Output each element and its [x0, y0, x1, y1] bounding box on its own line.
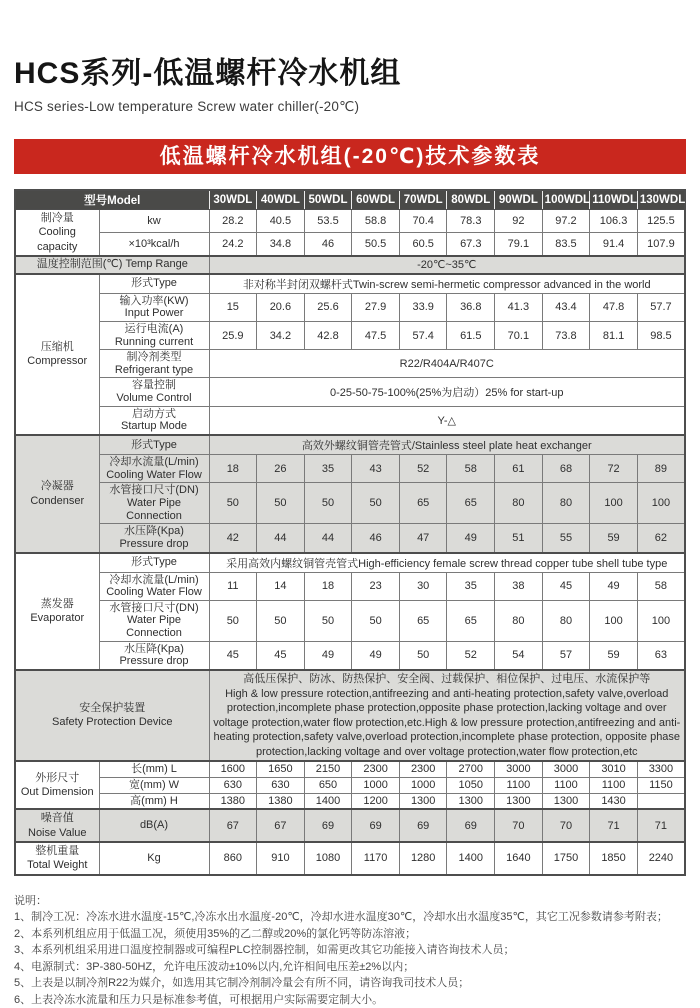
value-cell: 15 [209, 293, 257, 321]
value-cell: 107.9 [637, 233, 685, 256]
value-cell: 78.3 [447, 210, 495, 233]
value-cell: 1430 [590, 793, 638, 809]
model-name: 110WDL [590, 190, 638, 210]
value-cell [637, 793, 685, 809]
row-label: 安全保护装置 Safety Protection Device [15, 670, 209, 761]
value-cell: 1640 [495, 842, 543, 875]
value-cell: 67.3 [447, 233, 495, 256]
note-item: 6、上表冷冻水流量和压力只是标准参考值，可根据用户实际需要定制大小。 [14, 993, 384, 1006]
value-cell: 65 [399, 600, 447, 641]
value-cell: 1000 [352, 777, 400, 793]
value-cell: 57.4 [399, 321, 447, 349]
row-label: Kg [99, 842, 209, 875]
row-label: 形式Type [99, 274, 209, 294]
merged-value: 高效外螺纹铜管壳管式/Stainless steel plate heat exchanger [209, 435, 685, 455]
value-cell: 49 [447, 524, 495, 553]
model-name: 130WDL [637, 190, 685, 210]
value-cell: 57.7 [637, 293, 685, 321]
row-label: ×10³kcal/h [99, 233, 209, 256]
spec-table-body [15, 190, 685, 875]
value-cell: 1050 [447, 777, 495, 793]
table-row [15, 350, 685, 378]
group-label: 蒸发器 Evaporator [15, 553, 99, 670]
value-cell: 50 [304, 483, 352, 524]
value-cell: 1300 [542, 793, 590, 809]
table-row [15, 293, 685, 321]
value-cell: 65 [447, 483, 495, 524]
value-cell: 72 [590, 455, 638, 483]
spec-table [14, 189, 686, 876]
value-cell: 70.1 [495, 321, 543, 349]
table-row [15, 761, 685, 777]
value-cell: 71 [590, 809, 638, 842]
row-label: 冷却水流量(L/min) Cooling Water Flow [99, 572, 209, 600]
value-cell: 61 [495, 455, 543, 483]
value-cell: 68 [542, 455, 590, 483]
merged-value: 采用高效内螺纹铜管壳管式High-efficiency female screw thread copper tube shell tube type [209, 553, 685, 573]
table-row [15, 777, 685, 793]
value-cell: 45 [209, 641, 257, 670]
merged-value: -20℃~35℃ [209, 256, 685, 274]
notes [14, 893, 686, 1008]
value-cell: 80 [495, 600, 543, 641]
value-cell: 97.2 [542, 210, 590, 233]
value-cell: 46 [352, 524, 400, 553]
value-cell: 46 [304, 233, 352, 256]
value-cell: 50 [209, 600, 257, 641]
value-cell: 60.5 [399, 233, 447, 256]
value-cell: 1400 [304, 793, 352, 809]
row-label: 启动方式 Startup Mode [99, 406, 209, 435]
value-cell: 89 [637, 455, 685, 483]
value-cell: 1300 [447, 793, 495, 809]
value-cell: 1100 [542, 777, 590, 793]
value-cell: 50 [257, 483, 305, 524]
page-subtitle: HCS series-Low temperature Screw water chiller(-20℃) [14, 99, 360, 114]
table-row [15, 256, 685, 274]
value-cell: 34.8 [257, 233, 305, 256]
merged-value: 非对称半封闭双螺杆式Twin-screw semi-hermetic compressor advanced in the world [209, 274, 685, 294]
row-label: 水管接口尺寸(DN) Water Pipe Connection [99, 600, 209, 641]
merged-value: R22/R404A/R407C [209, 350, 685, 378]
value-cell: 44 [304, 524, 352, 553]
value-cell: 57 [542, 641, 590, 670]
note-item: 5、上表是以制冷剂R22为媒介，如选用其它制冷剂制冷量会有所不同，请咨询我司技术人员； [14, 977, 470, 990]
value-cell: 50 [352, 600, 400, 641]
value-cell: 100 [590, 483, 638, 524]
group-label: 制冷量 Cooling capacity [15, 210, 99, 256]
table-row [15, 406, 685, 435]
value-cell: 3000 [542, 761, 590, 777]
value-cell: 43 [352, 455, 400, 483]
value-cell: 2300 [352, 761, 400, 777]
value-cell: 70 [495, 809, 543, 842]
value-cell: 50 [257, 600, 305, 641]
value-cell: 50 [209, 483, 257, 524]
row-label: dB(A) [99, 809, 209, 842]
row-label: 形式Type [99, 435, 209, 455]
table-row [15, 670, 685, 761]
row-label: 高(mm) H [99, 793, 209, 809]
value-cell: 35 [447, 572, 495, 600]
row-label: kw [99, 210, 209, 233]
value-cell: 69 [447, 809, 495, 842]
value-cell: 58 [447, 455, 495, 483]
merged-value: 0-25-50-75-100%(25%为启动）25% for start-up [209, 378, 685, 406]
notes-title: 说明： [14, 894, 47, 907]
value-cell: 630 [209, 777, 257, 793]
value-cell: 125.5 [637, 210, 685, 233]
value-cell: 49 [590, 572, 638, 600]
table-row [15, 483, 685, 524]
value-cell: 51 [495, 524, 543, 553]
row-label: 形式Type [99, 553, 209, 573]
model-name: 80WDL [447, 190, 495, 210]
value-cell: 49 [304, 641, 352, 670]
table-row [15, 572, 685, 600]
notes-list [14, 909, 686, 1008]
value-cell: 3000 [495, 761, 543, 777]
value-cell: 1600 [209, 761, 257, 777]
value-cell: 53.5 [304, 210, 352, 233]
value-cell: 42 [209, 524, 257, 553]
value-cell: 650 [304, 777, 352, 793]
note-item: 3、本系列机组采用进口温度控制器或可编程PLC控制器控制，如需更改其它功能接入请咨询技术人员； [14, 944, 515, 957]
table-row [15, 793, 685, 809]
value-cell: 23 [352, 572, 400, 600]
group-label: 外形尺寸 Out Dimension [15, 761, 99, 809]
value-cell: 45 [257, 641, 305, 670]
note-item: 4、电源制式：3P-380-50HZ，允许电压波动±10%以内,允许相间电压差±2%以内； [14, 960, 415, 973]
value-cell: 41.3 [495, 293, 543, 321]
value-cell: 1650 [257, 761, 305, 777]
table-row [15, 641, 685, 670]
value-cell: 69 [399, 809, 447, 842]
value-cell: 27.9 [352, 293, 400, 321]
value-cell: 1150 [637, 777, 685, 793]
note-item: 1、制冷工况：冷冻水进水温度-15℃,冷冻水出水温度-20℃，冷却水进水温度30℃，冷却水出水温度35℃，其它工况参数请参考附表； [14, 911, 668, 924]
value-cell: 50 [399, 641, 447, 670]
value-cell: 2300 [399, 761, 447, 777]
model-name: 50WDL [304, 190, 352, 210]
value-cell: 67 [209, 809, 257, 842]
value-cell: 35 [304, 455, 352, 483]
value-cell: 44 [257, 524, 305, 553]
value-cell: 81.1 [590, 321, 638, 349]
model-name: 60WDL [352, 190, 400, 210]
value-cell: 50 [352, 483, 400, 524]
value-cell: 1280 [399, 842, 447, 875]
value-cell: 80 [495, 483, 543, 524]
value-cell: 1200 [352, 793, 400, 809]
note-item: 2、本系列机组应用于低温工况，须使用35%的乙二醇或20%的氯化钙等防冻溶液； [14, 927, 417, 940]
model-name: 70WDL [399, 190, 447, 210]
value-cell: 91.4 [590, 233, 638, 256]
value-cell: 18 [209, 455, 257, 483]
row-label: 容量控制 Volume Control [99, 378, 209, 406]
value-cell: 100 [637, 600, 685, 641]
value-cell: 630 [257, 777, 305, 793]
table-row [15, 600, 685, 641]
value-cell: 1380 [209, 793, 257, 809]
value-cell: 910 [257, 842, 305, 875]
row-label: 制冷剂类型 Refrigerant type [99, 350, 209, 378]
value-cell: 71 [637, 809, 685, 842]
value-cell: 98.5 [637, 321, 685, 349]
value-cell: 55 [542, 524, 590, 553]
value-cell: 92 [495, 210, 543, 233]
value-cell: 25.6 [304, 293, 352, 321]
value-cell: 42.8 [304, 321, 352, 349]
value-cell: 83.5 [542, 233, 590, 256]
table-row [15, 553, 685, 573]
row-label: 宽(mm) W [99, 777, 209, 793]
value-cell: 20.6 [257, 293, 305, 321]
model-column-header: 型号Model [15, 190, 209, 210]
value-cell: 24.2 [209, 233, 257, 256]
value-cell: 47 [399, 524, 447, 553]
value-cell: 36.8 [447, 293, 495, 321]
model-name: 90WDL [495, 190, 543, 210]
value-cell: 1170 [352, 842, 400, 875]
value-cell: 106.3 [590, 210, 638, 233]
value-cell: 70 [542, 809, 590, 842]
value-cell: 33.9 [399, 293, 447, 321]
group-label: 噪音值 Noise Value [15, 809, 99, 842]
value-cell: 47.5 [352, 321, 400, 349]
table-row [15, 321, 685, 349]
value-cell: 1080 [304, 842, 352, 875]
value-cell: 11 [209, 572, 257, 600]
section-banner [14, 139, 686, 174]
value-cell: 65 [447, 600, 495, 641]
value-cell: 30 [399, 572, 447, 600]
value-cell: 69 [352, 809, 400, 842]
value-cell: 1300 [399, 793, 447, 809]
value-cell: 73.8 [542, 321, 590, 349]
value-cell: 70.4 [399, 210, 447, 233]
value-cell: 61.5 [447, 321, 495, 349]
value-cell: 50 [304, 600, 352, 641]
row-label: 输入功率(KW) Input Power [99, 293, 209, 321]
value-cell: 1850 [590, 842, 638, 875]
merged-value: 高低压保护、防冰、防热保护、安全阀、过载保护、相位保护、过电压、水流保护等 High & low pressure rotection,antifreezing and anti-heating protection,safety valve,overload protection,incomplete phase protection,opposite phase protection,lacking voltage and over voltage protection,water flow protection,etc.High & low pressure protection,antifreezing and anti-heating protection,safety valve,overload protection,incomplete phase protection, opposite phase protection,lacking voltage and over voltage protection,water flow protection,etc [209, 670, 685, 761]
row-label: 水压降(Kpa) Pressure drop [99, 641, 209, 670]
table-row [15, 842, 685, 875]
value-cell: 2700 [447, 761, 495, 777]
value-cell: 65 [399, 483, 447, 524]
row-label: 温度控制范围(℃) Temp Range [15, 256, 209, 274]
value-cell: 1000 [399, 777, 447, 793]
value-cell: 69 [304, 809, 352, 842]
value-cell: 1100 [590, 777, 638, 793]
value-cell: 28.2 [209, 210, 257, 233]
value-cell: 80 [542, 483, 590, 524]
value-cell: 860 [209, 842, 257, 875]
table-header-row [15, 190, 685, 210]
value-cell: 1400 [447, 842, 495, 875]
value-cell: 63 [637, 641, 685, 670]
table-row [15, 233, 685, 256]
table-row [15, 378, 685, 406]
value-cell: 79.1 [495, 233, 543, 256]
row-label: 水压降(Kpa) Pressure drop [99, 524, 209, 553]
value-cell: 1380 [257, 793, 305, 809]
value-cell: 43.4 [542, 293, 590, 321]
model-name: 40WDL [257, 190, 305, 210]
value-cell: 58.8 [352, 210, 400, 233]
value-cell: 26 [257, 455, 305, 483]
value-cell: 18 [304, 572, 352, 600]
value-cell: 34.2 [257, 321, 305, 349]
group-label: 整机重量 Total Weight [15, 842, 99, 875]
value-cell: 3300 [637, 761, 685, 777]
page-title: HCS系列-低温螺杆冷水机组 [14, 57, 402, 90]
table-row [15, 210, 685, 233]
value-cell: 38 [495, 572, 543, 600]
merged-value: Y-△ [209, 406, 685, 435]
value-cell: 50.5 [352, 233, 400, 256]
value-cell: 2150 [304, 761, 352, 777]
value-cell: 62 [637, 524, 685, 553]
value-cell: 3010 [590, 761, 638, 777]
row-label: 运行电流(A) Running current [99, 321, 209, 349]
value-cell: 14 [257, 572, 305, 600]
value-cell: 47.8 [590, 293, 638, 321]
value-cell: 40.5 [257, 210, 305, 233]
value-cell: 52 [447, 641, 495, 670]
value-cell: 2240 [637, 842, 685, 875]
value-cell: 80 [542, 600, 590, 641]
table-row [15, 809, 685, 842]
value-cell: 100 [590, 600, 638, 641]
model-name: 30WDL [209, 190, 257, 210]
table-row [15, 455, 685, 483]
value-cell: 45 [542, 572, 590, 600]
row-label: 水管接口尺寸(DN) Water Pipe Connection [99, 483, 209, 524]
value-cell: 67 [257, 809, 305, 842]
value-cell: 1100 [495, 777, 543, 793]
value-cell: 25.9 [209, 321, 257, 349]
value-cell: 59 [590, 641, 638, 670]
table-row [15, 524, 685, 553]
value-cell: 1750 [542, 842, 590, 875]
row-label: 长(mm) L [99, 761, 209, 777]
value-cell: 58 [637, 572, 685, 600]
banner-title: 低温螺杆冷水机组(-20℃)技术参数表 [159, 145, 541, 168]
table-row [15, 274, 685, 294]
value-cell: 52 [399, 455, 447, 483]
group-label: 冷凝器 Condenser [15, 435, 99, 552]
value-cell: 1300 [495, 793, 543, 809]
table-row [15, 435, 685, 455]
value-cell: 49 [352, 641, 400, 670]
row-label: 冷却水流量(L/min) Cooling Water Flow [99, 455, 209, 483]
value-cell: 59 [590, 524, 638, 553]
value-cell: 54 [495, 641, 543, 670]
value-cell: 100 [637, 483, 685, 524]
model-name: 100WDL [542, 190, 590, 210]
group-label: 压缩机 Compressor [15, 274, 99, 435]
